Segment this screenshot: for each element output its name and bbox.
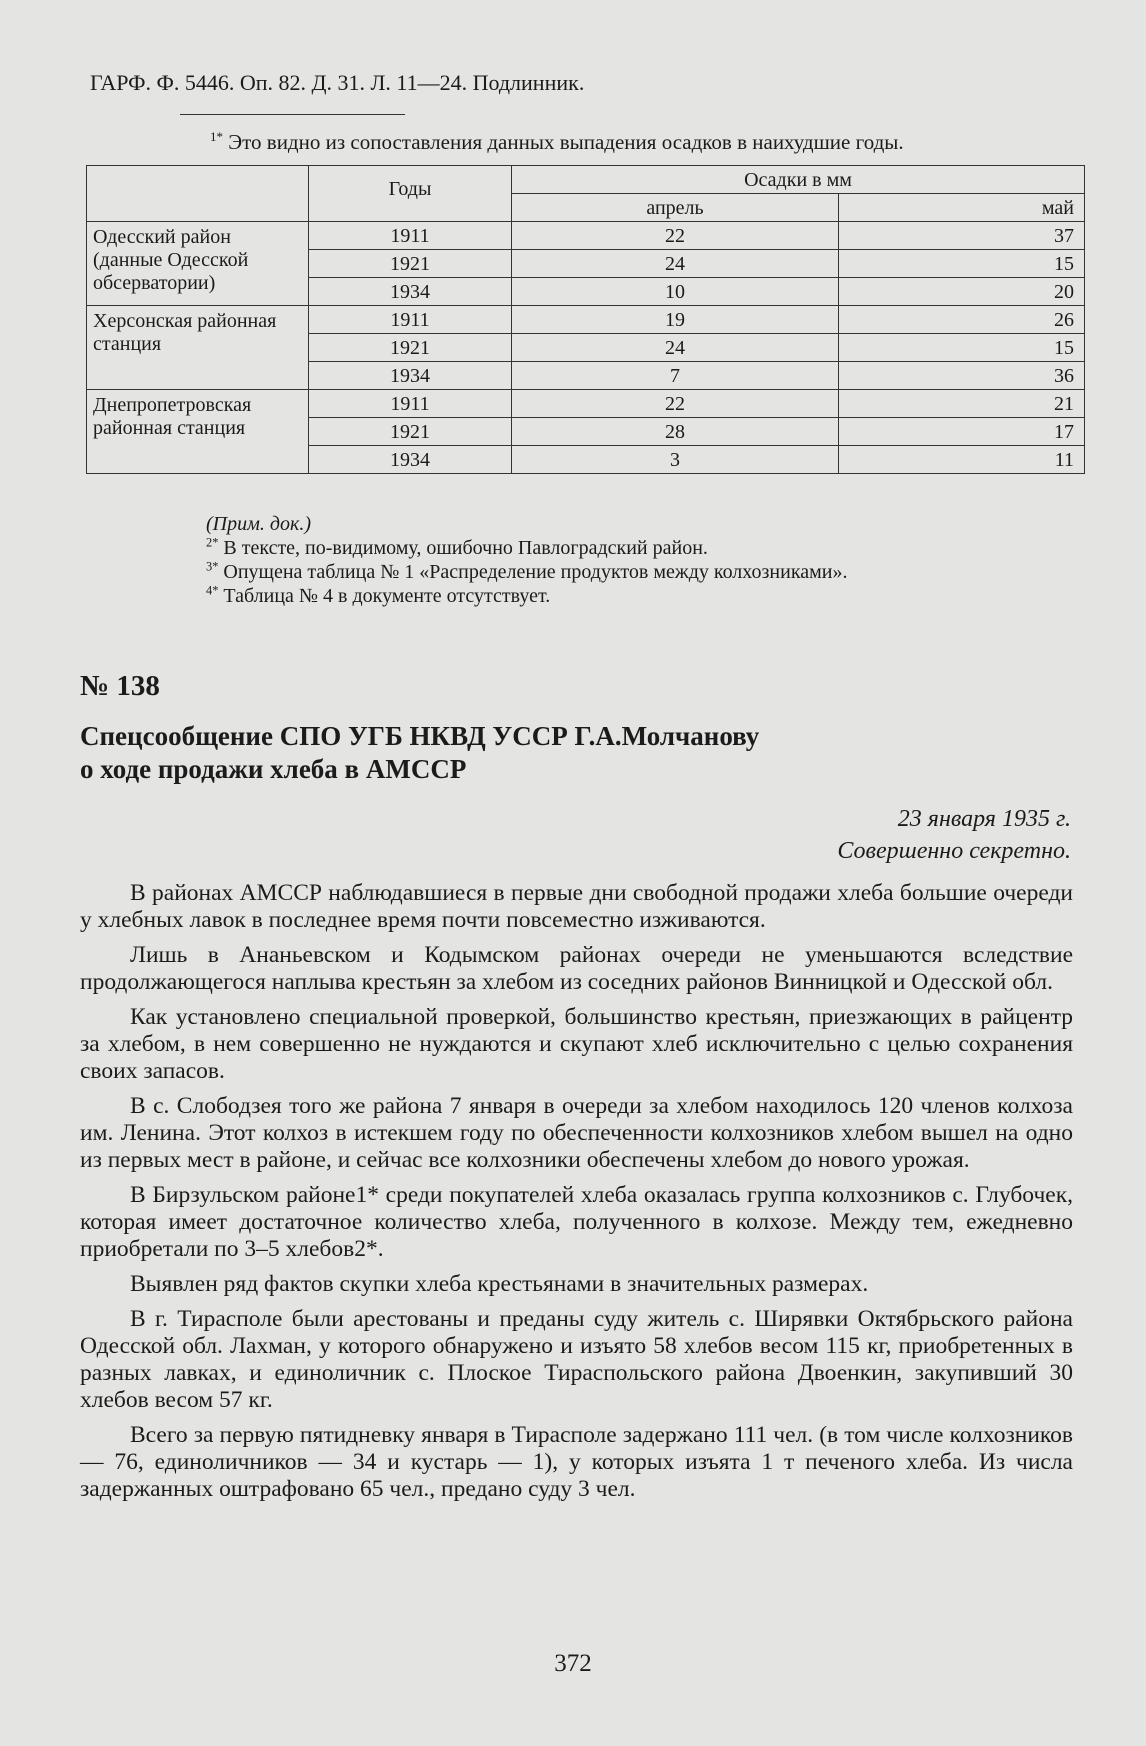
body-paragraph: В г. Тирасполе были арестованы и преданы суду житель с. Ширявки Октябрьского района Одесской обл. Лахман, у которого обнаружено и изъято 58 хлебов весом 115 кг, приобретенных в разных лавках, и единоличник с. Плоское Тираспольского района Двоенкин, закупивший 30 хлебов весом 57 кг. (80, 1306, 1073, 1413)
table-row (87, 306, 1085, 334)
document-number: № 138 (80, 670, 160, 702)
note-mark: 4* (206, 583, 219, 598)
may-cell: 15 (839, 334, 1085, 362)
header-april: апрель (512, 194, 839, 222)
body-paragraph: Всего за первую пятидневку января в Тирасполе задержано 111 чел. (в том числе колхозников — 76, единоличников — 34 и кустарь — 1), у которых изъята 1 т печеного хлеба. Из числа задержанных оштрафовано 65 чел., предано суду 3 чел. (80, 1422, 1073, 1502)
note-text: Таблица № 4 в документе отсутствует. (223, 585, 551, 607)
table-row (87, 390, 1085, 418)
year-cell: 1911 (309, 306, 512, 334)
may-cell: 36 (839, 362, 1085, 390)
body-paragraph: В с. Слободзея того же района 7 января в очереди за хлебом находилось 120 членов колхоза им. Ленина. Этот колхоз в истекшем году по обеспеченности колхозников хлебом вышел на одно из первых мест в районе, и сейчас все колхозники обеспечены хлебом до нового урожая. (80, 1093, 1073, 1173)
document-notes (206, 512, 847, 608)
year-cell: 1921 (309, 418, 512, 446)
document-date: 23 января 1935 г. (897, 806, 1071, 832)
year-cell: 1934 (309, 362, 512, 390)
may-cell: 21 (839, 390, 1085, 418)
body-paragraph: Как установлено специальной проверкой, большинство крестьян, приезжающих в райцентр за хлебом, в нем совершенно не нуждаются и скупают хлеб исключительно с целью сохранения своих запасов. (80, 1004, 1073, 1084)
april-cell: 24 (512, 250, 839, 278)
body-paragraph: В районах АМССР наблюдавшиеся в первые дни свободной продажи хлеба большие очереди у хлебных лавок в последнее время почти повсеместно изживаются. (80, 880, 1073, 933)
precipitation-table (86, 165, 1085, 474)
notes-heading: (Прим. док.) (206, 513, 311, 535)
region-name: Днепропетровская районная станция (87, 390, 309, 474)
title-line: Спецсообщение СПО УГБ НКВД УССР Г.А.Молчанову (80, 721, 760, 751)
april-cell: 3 (512, 446, 839, 474)
footnote-text: Это видно из сопоставления данных выпадения осадков в наихудшие годы. (228, 130, 904, 154)
may-cell: 26 (839, 306, 1085, 334)
header-years: Годы (309, 166, 512, 222)
document-body (80, 880, 1073, 1511)
april-cell: 10 (512, 278, 839, 306)
body-paragraph: Выявлен ряд фактов скупки хлеба крестьянами в значительных размерах. (130, 1271, 869, 1297)
may-cell: 15 (839, 250, 1085, 278)
april-cell: 7 (512, 362, 839, 390)
region-name: Одесский район (данные Одесской обсерватории) (87, 222, 309, 306)
may-cell: 20 (839, 278, 1085, 306)
note-mark: 3* (206, 559, 219, 574)
note-mark: 2* (206, 535, 219, 550)
table-row (87, 222, 1085, 250)
april-cell: 22 (512, 222, 839, 250)
year-cell: 1934 (309, 446, 512, 474)
april-cell: 22 (512, 390, 839, 418)
title-line: о ходе продажи хлеба в АМССР (80, 754, 467, 784)
may-cell: 37 (839, 222, 1085, 250)
note-text: В тексте, по-видимому, ошибочно Павлоградский район. (223, 537, 708, 559)
year-cell: 1921 (309, 250, 512, 278)
year-cell: 1934 (309, 278, 512, 306)
footnote-rule (180, 114, 405, 115)
year-cell: 1921 (309, 334, 512, 362)
region-name: Херсонская районная станция (87, 306, 309, 390)
may-cell: 17 (839, 418, 1085, 446)
secrecy-stamp: Совершенно секретно. (837, 838, 1071, 864)
archive-source-line: ГАРФ. Ф. 5446. Оп. 82. Д. 31. Л. 11—24. Подлинник. (90, 70, 585, 95)
footnote-mark: 1* (210, 129, 224, 144)
april-cell: 28 (512, 418, 839, 446)
year-cell: 1911 (309, 222, 512, 250)
april-cell: 19 (512, 306, 839, 334)
note-item (206, 560, 847, 584)
note-text: Опущена таблица № 1 «Распределение продуктов между колхозниками». (223, 561, 848, 583)
table-corner-cell (87, 166, 309, 222)
document-title (80, 720, 759, 786)
body-paragraph: В Бирзульском районе1* среди покупателей хлеба оказалась группа колхозников с. Глубочек, которая имеет достаточное количество хлеба, полученного в колхозе. Между тем, ежедневно приобретали по 3–5 хлебов2*. (80, 1182, 1073, 1262)
header-may: май (839, 194, 1085, 222)
year-cell: 1911 (309, 390, 512, 418)
body-paragraph: Лишь в Ананьевском и Кодымском районах очереди не уменьшаются вследствие продолжающегося наплыва крестьян за хлебом из соседних районов Винницкой и Одесской обл. (80, 942, 1073, 995)
may-cell: 11 (839, 446, 1085, 474)
header-precipitation: Осадки в мм (512, 166, 1085, 194)
note-item (206, 536, 847, 560)
note-item (206, 584, 847, 608)
footnote-1 (210, 130, 904, 155)
page-number: 372 (554, 1650, 592, 1677)
april-cell: 24 (512, 334, 839, 362)
